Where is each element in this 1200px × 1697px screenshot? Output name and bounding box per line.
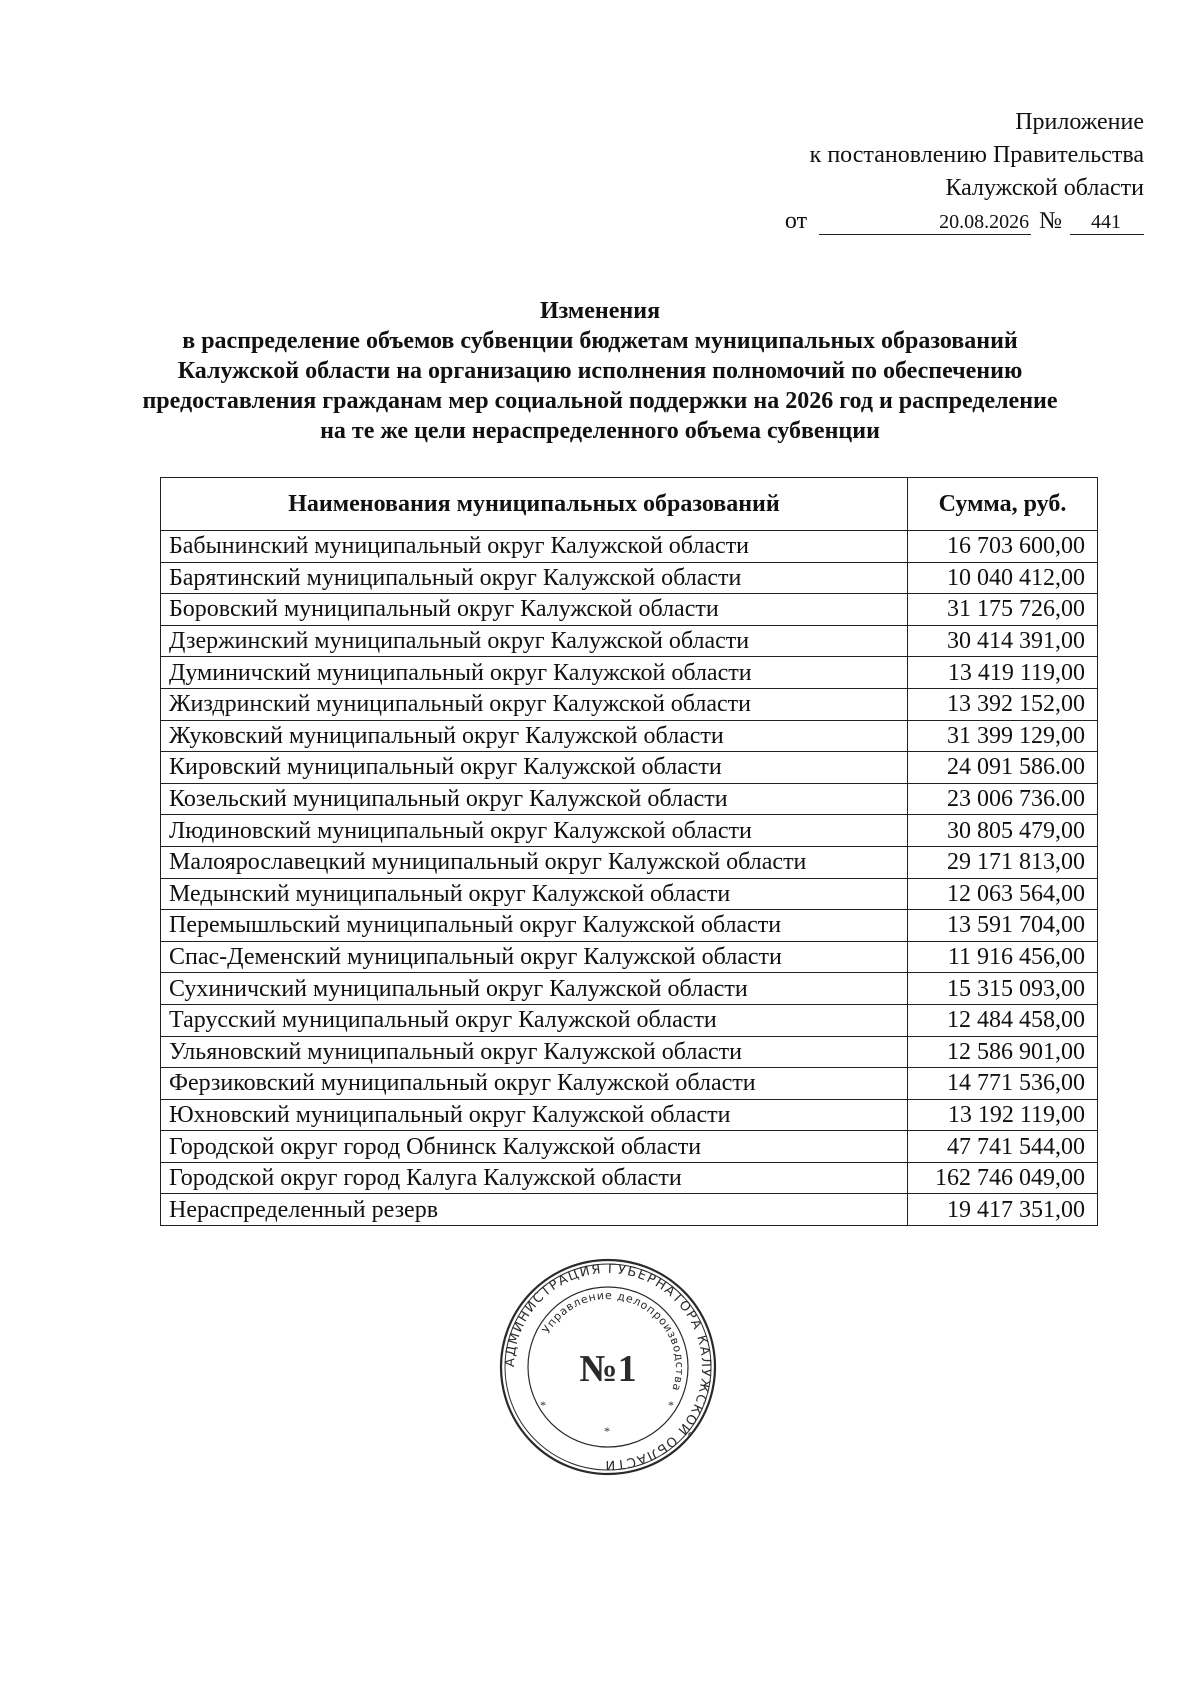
table-row <box>161 910 1098 942</box>
table-row <box>161 1036 1098 1068</box>
annex-title: Приложение <box>1015 109 1144 135</box>
table-row <box>161 1162 1098 1194</box>
municipality-name: Тарусский муниципальный округ Калужской области <box>161 1004 908 1036</box>
table-row <box>161 562 1098 594</box>
table-row <box>161 625 1098 657</box>
municipality-name: Малоярославецкий муниципальный округ Калужской области <box>161 846 908 878</box>
table-row <box>161 815 1098 847</box>
official-seal <box>498 1257 718 1477</box>
municipality-name: Нераспределенный резерв <box>161 1194 908 1226</box>
municipality-name: Козельский муниципальный округ Калужской области <box>161 783 908 815</box>
table-row <box>161 594 1098 626</box>
distribution-table <box>160 477 1098 1226</box>
header-municipality: Наименования муниципальных образований <box>161 478 908 531</box>
table-header-row <box>161 478 1098 531</box>
title-line-5: на те же цели нераспределенного объема субвенции <box>320 418 880 444</box>
amount-value: 12 586 901,00 <box>908 1036 1098 1068</box>
amount-value: 12 063 564,00 <box>908 878 1098 910</box>
resolution-number: 441 <box>1070 210 1144 235</box>
amount-value: 19 417 351,00 <box>908 1194 1098 1226</box>
municipality-name: Медынский муниципальный округ Калужской области <box>161 878 908 910</box>
table-row <box>161 783 1098 815</box>
seal-star-bottom: * <box>604 1424 610 1438</box>
annex-date-number-row <box>674 205 1144 238</box>
header-amount: Сумма, руб. <box>908 478 1098 531</box>
amount-value: 13 419 119,00 <box>908 657 1098 689</box>
municipality-name: Барятинский муниципальный округ Калужской области <box>161 562 908 594</box>
title-line-4: предоставления гражданам мер социальной поддержки на 2026 год и распределение <box>142 388 1058 414</box>
amount-value: 47 741 544,00 <box>908 1131 1098 1163</box>
municipality-name: Жиздринский муниципальный округ Калужской области <box>161 688 908 720</box>
annex-ref-line: к постановлению Правительства <box>809 142 1144 168</box>
municipality-name: Городской округ город Обнинск Калужской области <box>161 1131 908 1163</box>
title-line-2: в распределение объемов субвенции бюджетам муниципальных образований <box>182 328 1018 354</box>
municipality-name: Дзержинский муниципальный округ Калужской области <box>161 625 908 657</box>
amount-value: 13 392 152,00 <box>908 688 1098 720</box>
municipality-name: Перемышльский муниципальный округ Калужской области <box>161 910 908 942</box>
table-row <box>161 657 1098 689</box>
annex-header <box>674 106 1144 238</box>
municipality-name: Думиничский муниципальный округ Калужской области <box>161 657 908 689</box>
amount-value: 16 703 600,00 <box>908 531 1098 563</box>
title-line-1: Изменения <box>539 298 661 324</box>
amount-value: 30 805 479,00 <box>908 815 1098 847</box>
amount-value: 13 591 704,00 <box>908 910 1098 942</box>
number-label: № <box>1039 208 1062 234</box>
municipality-name: Городской округ город Калуга Калужской области <box>161 1162 908 1194</box>
annex-region-line: Калужской области <box>945 175 1144 201</box>
table-row <box>161 1131 1098 1163</box>
document-title <box>100 296 1100 446</box>
title-line-3: Калужской области на организацию исполнения полномочий по обеспечению <box>177 358 1023 384</box>
amount-value: 30 414 391,00 <box>908 625 1098 657</box>
table-row <box>161 1099 1098 1131</box>
amount-value: 162 746 049,00 <box>908 1162 1098 1194</box>
table-body <box>161 531 1098 1226</box>
table-row <box>161 973 1098 1005</box>
seal-star-right: * <box>668 1398 674 1412</box>
table-row <box>161 941 1098 973</box>
amount-value: 10 040 412,00 <box>908 562 1098 594</box>
amount-value: 15 315 093,00 <box>908 973 1098 1005</box>
resolution-date: 20.08.2026 <box>819 210 1031 235</box>
municipality-name: Ульяновский муниципальный округ Калужской области <box>161 1036 908 1068</box>
table-row <box>161 846 1098 878</box>
municipality-name: Ферзиковский муниципальный округ Калужской области <box>161 1068 908 1100</box>
seal-center-number: №1 <box>579 1348 637 1390</box>
amount-value: 23 006 736.00 <box>908 783 1098 815</box>
seal-inner-text: Управление делопроизводства <box>539 1288 687 1394</box>
amount-value: 12 484 458,00 <box>908 1004 1098 1036</box>
amount-value: 14 771 536,00 <box>908 1068 1098 1100</box>
municipality-name: Людиновский муниципальный округ Калужской области <box>161 815 908 847</box>
amount-value: 11 916 456,00 <box>908 941 1098 973</box>
table-row <box>161 878 1098 910</box>
amount-value: 29 171 813,00 <box>908 846 1098 878</box>
table-row <box>161 1068 1098 1100</box>
amount-value: 24 091 586.00 <box>908 752 1098 784</box>
seal-star-left: * <box>540 1398 546 1412</box>
municipality-name: Юхновский муниципальный округ Калужской области <box>161 1099 908 1131</box>
municipality-name: Кировский муниципальный округ Калужской области <box>161 752 908 784</box>
municipality-name: Бабынинский муниципальный округ Калужской области <box>161 531 908 563</box>
table-row <box>161 688 1098 720</box>
amount-value: 13 192 119,00 <box>908 1099 1098 1131</box>
table-row <box>161 531 1098 563</box>
municipality-name: Сухиничский муниципальный округ Калужской области <box>161 973 908 1005</box>
table-row <box>161 752 1098 784</box>
amount-value: 31 399 129,00 <box>908 720 1098 752</box>
municipality-name: Жуковский муниципальный округ Калужской области <box>161 720 908 752</box>
table-row <box>161 1194 1098 1226</box>
municipality-name: Спас-Деменский муниципальный округ Калужской области <box>161 941 908 973</box>
seal-outer-text: АДМИНИСТРАЦИЯ ГУБЕРНАТОРА КАЛУЖСКОЙ ОБЛАСТИ <box>502 1261 714 1473</box>
amount-value: 31 175 726,00 <box>908 594 1098 626</box>
from-label: от <box>784 208 808 234</box>
table-row <box>161 720 1098 752</box>
municipality-name: Боровский муниципальный округ Калужской области <box>161 594 908 626</box>
table-row <box>161 1004 1098 1036</box>
